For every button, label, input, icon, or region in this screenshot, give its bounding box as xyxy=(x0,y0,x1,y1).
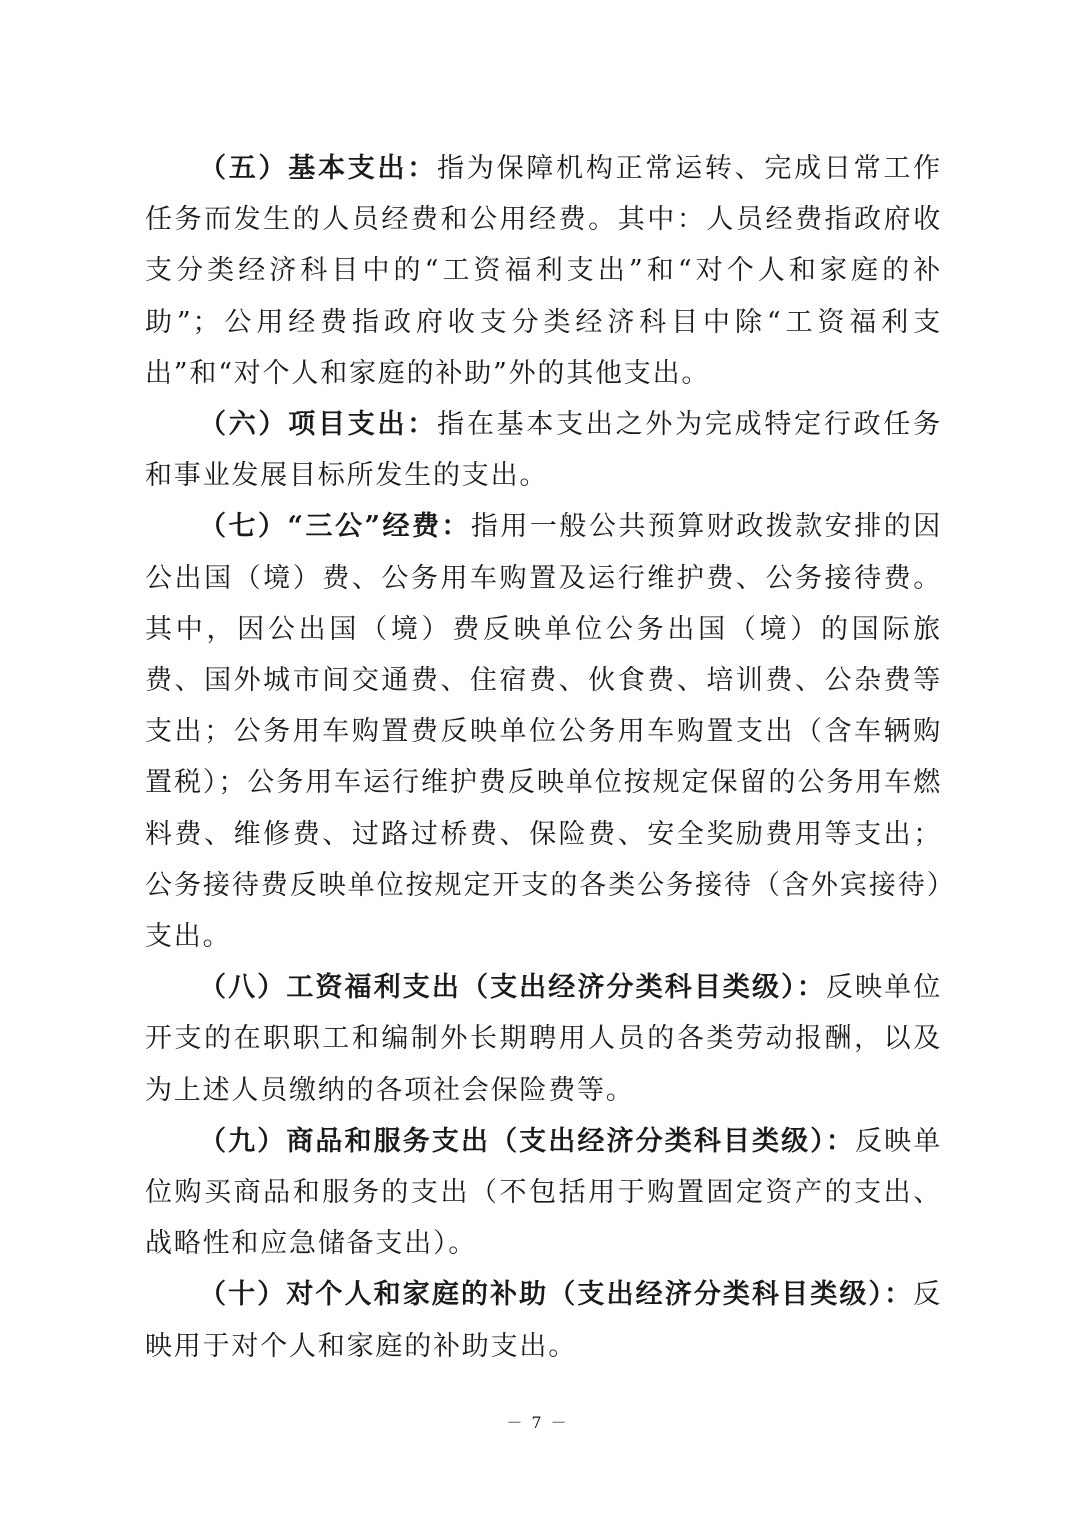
term-label: （八）工资福利支出（支出经济分类科目类级）： xyxy=(199,972,826,1004)
paragraph-wages-welfare xyxy=(145,962,942,1116)
term-label: （六）项目支出： xyxy=(199,409,438,441)
paragraph-project-expenditure xyxy=(145,399,942,501)
definition-text: 指用一般公共预算财政拨款安排的因公出国（境）费、公务用车购置及运行维护费、公务接待费。其中，因公出国（境）费反映单位公务出国（境）的国际旅费、国外城市间交通费、住宿费、伙食费、培训费、公杂费等支出；公务用车购置费反映单位公务用车购置支出（含车辆购置税）；公务用车运行维护费反映单位按规定保留的公务用车燃料费、维修费、过路过桥费、保险费、安全奖励费用等支出；公务接待费反映单位按规定开支的各类公务接待（含外宾接待）支出。 xyxy=(145,511,942,953)
paragraph-household-subsidies xyxy=(145,1269,942,1371)
definition-text: 反映单位开支的在职职工和编制外长期聘用人员的各类劳动报酬，以及为上述人员缴纳的各项社会保险费等。 xyxy=(145,972,942,1106)
paragraph-goods-services xyxy=(145,1116,942,1270)
term-label: （五）基本支出： xyxy=(199,153,438,184)
paragraph-basic-expenditure xyxy=(145,143,942,399)
definition-text: 指在基本支出之外为完成特定行政任务和事业发展目标所发生的支出。 xyxy=(145,409,942,492)
definition-text: 反映用于对个人和家庭的补助支出。 xyxy=(145,1279,942,1362)
term-label: （七）“三公”经费： xyxy=(199,511,471,543)
paragraph-three-public-funds xyxy=(145,501,942,962)
definition-text: 指为保障机构正常运转、完成日常工作任务而发生的人员经费和公用经费。其中：人员经费指政府收支分类经济科目中的“工资福利支出”和“对个人和家庭的补助”；公用经费指政府收支分类经济科目中除“工资福利支出”和“对个人和家庭的补助”外的其他支出。 xyxy=(145,153,942,389)
document-body xyxy=(145,143,942,1372)
term-label: （九）商品和服务支出（支出经济分类科目类级）： xyxy=(199,1125,855,1157)
definition-text: 反映单位购买商品和服务的支出（不包括用于购置固定资产的支出、战略性和应急储备支出）。 xyxy=(145,1125,942,1260)
term-label: （十）对个人和家庭的补助（支出经济分类科目类级）： xyxy=(199,1279,914,1311)
page-number: － 7 － xyxy=(506,1413,569,1432)
